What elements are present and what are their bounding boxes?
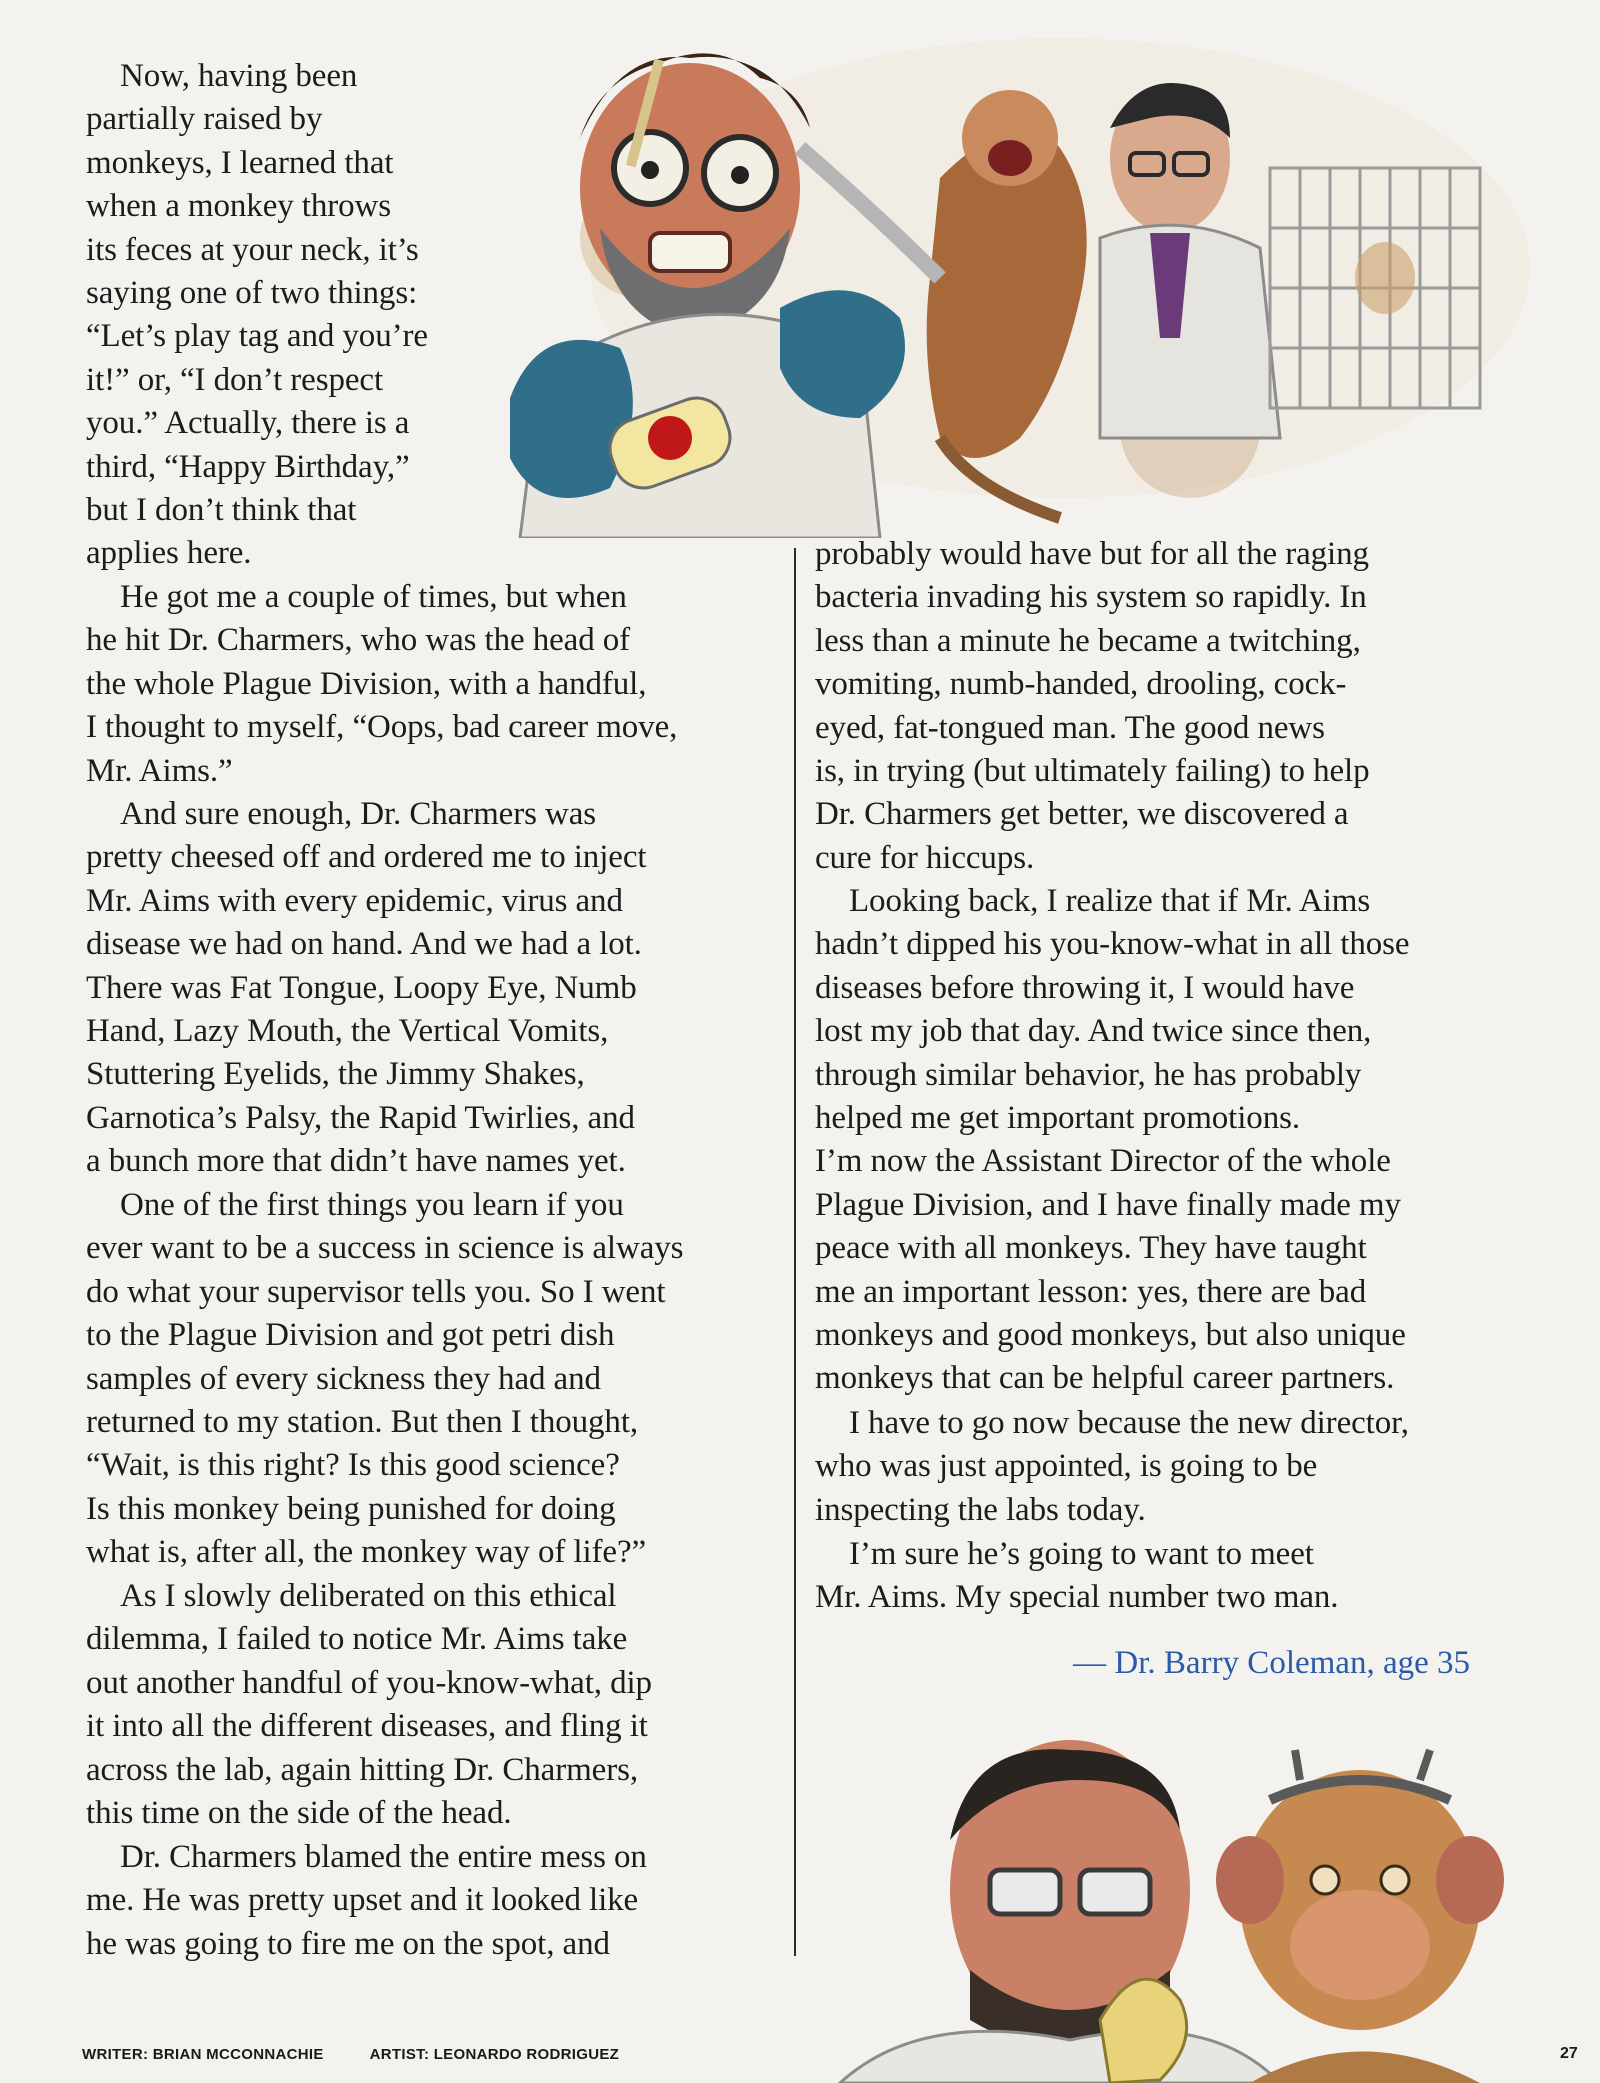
paragraph-intro: Now, having been partially raised by monkeys, I learned that when a monkey throws its feces at your neck, it’s saying one of two things: “Let’s play tag and you’re it!” or, “I don’t respect you.” Actually, there is a third, “Happy Birthday,” but I don’t think that applies here. bbox=[86, 58, 428, 572]
paragraph-supervisor: One of the first things you learn if you ever want to be a success in science is always do what your supervisor tells you. So I went to the Plague Division and got petri dish samples of every sickness they had and returned to my station. But then I thought, “Wait, is this right? Is this good science? Is this monkey being punished for doing what is, after all, the monkey way of life?” bbox=[86, 1187, 684, 1571]
paragraph-looking-back: Looking back, I realize that if Mr. Aims hadn’t dipped his you-know-what in all those diseases before throwing it, I would have lost my job that day. And twice since then, through similar behavior, he has probably helped me get important promotions. I’m now the Assistant Director of the whole Plague Division, and I have finally made my peace with all monkeys. They have taught me an important lesson: yes, there are bad monkeys and good monkeys, but also unique monkeys that can be helpful career partners. bbox=[815, 883, 1410, 1397]
paragraph-meet-aims: I’m sure he’s going to want to meet Mr. Aims. My special number two man. bbox=[815, 1536, 1339, 1616]
artist-credit: ARTIST: LEONARDO RODRIGUEZ bbox=[369, 2046, 620, 2063]
paragraph-bacteria: probably would have but for all the raging bacteria invading his system so rapidly. In less than a minute he became a twitching, vomiting, numb-handed, drooling, cock- eyed, fat-tongued man. The good news is, in trying (but ultimately failing) to help Dr. Charmers get better, we discovered a cure for hiccups. bbox=[815, 536, 1370, 876]
paragraph-new-director: I have to go now because the new director, who was just appointed, is going to be inspecting the labs today. bbox=[815, 1405, 1409, 1528]
scientist-monkey-art bbox=[780, 1720, 1600, 2083]
credits-line bbox=[82, 2046, 665, 2063]
lab-illustration-art bbox=[500, 18, 1600, 538]
paragraph-blamed: Dr. Charmers blamed the entire mess on me. He was pretty upset and it looked like he was going to fire me on the spot, and bbox=[86, 1839, 647, 1962]
page-number: 27 bbox=[1560, 2045, 1578, 2062]
paragraph-diseases: And sure enough, Dr. Charmers was pretty cheesed off and ordered me to inject Mr. Aims with every epidemic, virus and disease we had on hand. And we had a lot. There was Fat Tongue, Loopy Eye, Numb Hand, Lazy Mouth, the Vertical Vomits, Stuttering Eyelids, the Jimmy Shakes, Garnotica’s Palsy, the Rapid Twirlies, and a bunch more that didn’t have names yet. bbox=[86, 796, 647, 1180]
author-signature: — Dr. Barry Coleman, age 35 bbox=[1073, 1645, 1470, 1681]
paragraph-charmers-hit: He got me a couple of times, but when he hit Dr. Charmers, who was the head of the whole Plague Division, with a handful, I thought to myself, “Oops, bad career move, Mr. Aims.” bbox=[86, 579, 678, 789]
paragraph-deliberated: As I slowly deliberated on this ethical dilemma, I failed to notice Mr. Aims take out another handful of you-know-what, dip it into all the different diseases, and fling it across the lab, again hitting Dr. Charmers, this time on the side of the head. bbox=[86, 1578, 652, 1832]
scientist-monkey-illustration bbox=[780, 1720, 1600, 2083]
lab-illustration bbox=[500, 18, 1600, 538]
column-divider bbox=[794, 548, 796, 1956]
writer-credit: WRITER: BRIAN MCCONNACHIE bbox=[82, 2046, 324, 2063]
